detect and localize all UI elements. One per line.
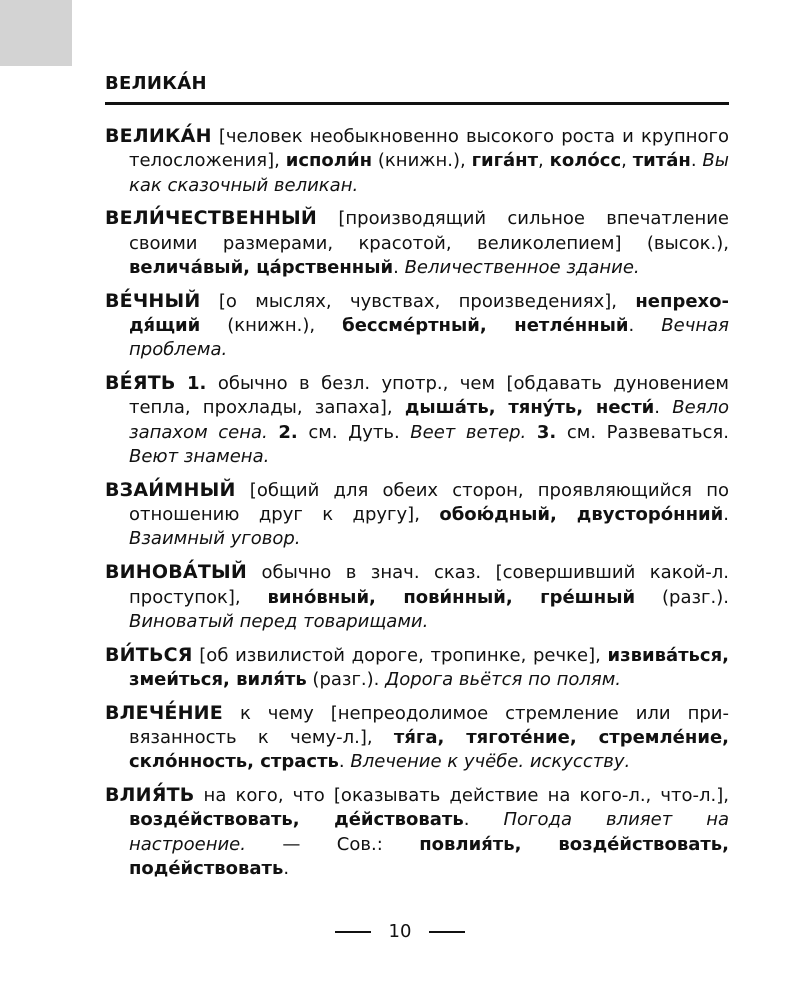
example: Погода влияет на настроение. [129, 809, 729, 855]
headword: ВИ́ТЬСЯ [105, 643, 193, 666]
footer-rule-left [335, 931, 371, 933]
definition-text: (книжн.), [200, 315, 343, 337]
synonym: повлия́ть, возде́йствовать, поде́йствовать [129, 833, 730, 880]
synonym: тя́га, тяготе́ние, стремле́ние, скло́нность, страсть [129, 727, 729, 773]
definition-text: — Сов.: [245, 833, 420, 855]
synonym: вино́вный, пови́нный, гре́шный [267, 586, 636, 608]
sense-number: 3. [536, 421, 557, 443]
footer-rule-right [429, 931, 465, 933]
definition-text: [общий для обеих сторон, проявляющийся по отношению друг к другу], [129, 479, 729, 526]
dictionary-entry-vlechenie [105, 701, 729, 775]
page-corner-tab [0, 0, 72, 66]
definition-text [268, 422, 279, 443]
example: Взаимный уговор. [129, 528, 301, 550]
example: Дорога вьётся по полям. [385, 668, 621, 690]
headword: ВЕ́ЧНЫЙ [105, 289, 201, 312]
definition-text: см. Дуть. [297, 421, 411, 443]
dictionary-entries [105, 124, 729, 890]
example: Веют знамена. [129, 446, 270, 468]
definition-text: [об извилистой дороге, тропинке, речке], [192, 644, 608, 666]
headword: ВЕЛИКА́Н [105, 125, 212, 147]
headword: ВЛИЯ́ТЬ [105, 784, 195, 807]
definition-text: . [463, 809, 504, 831]
headword: ВЕ́ЯТЬ [105, 372, 176, 395]
definition-text: [человек необыкновенно высокого роста и крупного телосложения], [129, 126, 729, 172]
definition-text: , [621, 150, 633, 172]
example: Вечная проблема. [129, 315, 729, 361]
dictionary-entry-vechny [105, 289, 729, 363]
definition-text: [о мыслях, чувствах, произведениях], [200, 290, 636, 312]
sense-number: 2. [278, 421, 298, 443]
definition-text: (книжн.), [372, 150, 472, 172]
page-number: 10 [388, 921, 412, 942]
definition-text: . [654, 397, 673, 419]
synonym: бессме́ртный, нетле́нный [342, 315, 629, 337]
running-head: ВЕЛИКА́Н [105, 73, 207, 94]
definition-text: к чему [непреодолимое стремление или привязанность к чему-л.], [129, 702, 729, 749]
synonym: непреходя́щий [129, 290, 729, 337]
dictionary-entry-velichestvenny [105, 206, 729, 280]
definition-text: . [723, 504, 729, 526]
headword: ВЗАИ́МНЫЙ [105, 478, 236, 501]
definition-text: . [690, 150, 703, 172]
synonym: дыша́ть, тяну́ть, нести́ [404, 397, 655, 419]
example: Влечение к учёбе. искусству. [350, 751, 631, 773]
synonym: тита́н [632, 150, 691, 172]
example: Веет ветер. [410, 421, 527, 443]
headword: ВЕЛИ́ЧЕСТВЕННЫЙ [105, 207, 318, 230]
definition-text: на кого, что [оказывать действие на кого-л., что-л.], [194, 785, 729, 807]
definition-text: . [283, 858, 290, 880]
example: Виноватый перед товарищами. [129, 610, 429, 632]
sense-number: 1. [187, 373, 207, 395]
dictionary-entry-velikan [105, 124, 729, 198]
page-footer [0, 921, 800, 947]
definition-text: обычно в безл. употр., чем [обдавать дуновением тепла, прохлады, запаха], [129, 373, 729, 419]
dictionary-entry-veyat [105, 371, 729, 469]
synonym: исполи́н [285, 150, 373, 172]
headword: ВИНОВА́ТЫЙ [105, 561, 247, 584]
definition-text [176, 373, 187, 394]
dictionary-entry-vzaimny [105, 478, 729, 552]
definition-text: [производящий сильное впечатление своими размерами, красотой, великолепием] (высок.), [129, 208, 729, 254]
definition-text: обычно в знач. сказ. [совершивший какой-л. проступок], [129, 562, 729, 608]
example: Вы как сказочный великан. [129, 150, 729, 196]
synonym: извива́ться, змеи́ться, виля́ть [129, 644, 729, 690]
header-rule [105, 102, 729, 105]
definition-text: см. Развеваться. [556, 421, 729, 443]
headword: ВЛЕЧЕ́НИЕ [105, 701, 223, 724]
definition-text [526, 422, 537, 443]
definition-text: (разг.). [635, 586, 729, 608]
synonym: обою́дный, двусторо́нний [439, 504, 724, 526]
definition-text: . [628, 315, 662, 337]
dictionary-entry-vliyat [105, 783, 729, 881]
definition-text: (разг.). [306, 668, 386, 690]
synonym: возде́йствовать, де́йствовать [129, 809, 464, 831]
definition-text: . [338, 751, 351, 773]
synonym: гига́нт [471, 150, 539, 172]
example: Величественное здание. [404, 256, 640, 278]
dictionary-entry-vitsya [105, 643, 729, 693]
example: Веяло запахом сена. [129, 397, 730, 443]
definition-text: , [538, 150, 550, 172]
dictionary-entry-vinovaty [105, 560, 729, 634]
synonym: коло́сс [549, 150, 622, 172]
definition-text: . [393, 256, 405, 278]
synonym: велича́вый, ца́рственный [129, 256, 394, 278]
